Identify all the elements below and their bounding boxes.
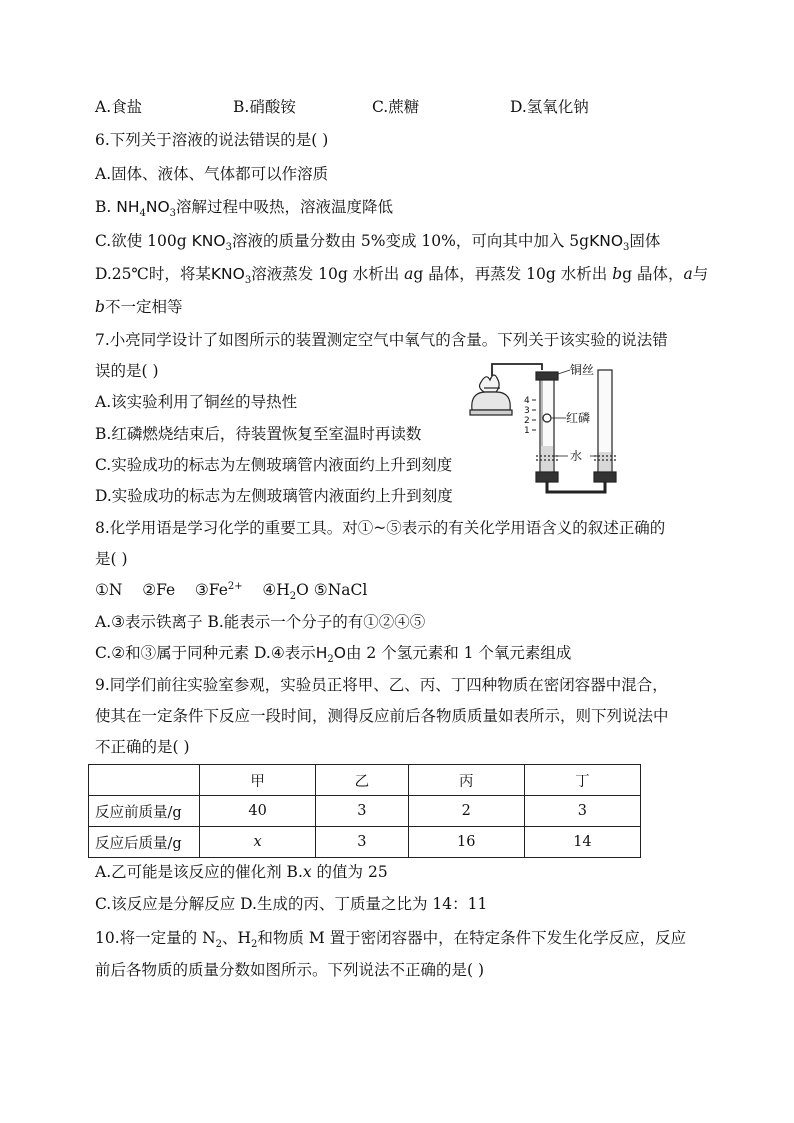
table-row — [89, 796, 641, 827]
table-header-cell: 丁 — [524, 765, 640, 796]
q7-option-c: C.实验成功的标志为左侧玻璃管内液面约上升到刻度 — [95, 456, 453, 474]
q9-stem-line3: 不正确的是( ) — [95, 738, 190, 756]
table-cell: 3 — [524, 796, 640, 827]
q8-items: ①N ②Fe $③Fe^{2+}$ $④H_2O$ ⑤NaCl — [95, 580, 368, 603]
table-header-cell: 甲 — [200, 765, 316, 796]
table-cell: 40 — [200, 796, 316, 827]
q8-options-ab: A.③表示铁离子 B.能表示一个分子的有①②④⑤ — [95, 613, 426, 631]
table-cell: 14 — [524, 827, 640, 858]
q8-stem-line2: 是( ) — [95, 550, 128, 568]
label-red-phosphorus: 红磷 — [566, 411, 591, 425]
table-cell: 反应前质量/g — [89, 796, 200, 827]
q6-option-c: C.欲使 100g $KNO_3$溶液的质量分数由 5%变成 10%，可向其中加入 5gKNO$_3$固体 — [95, 232, 661, 254]
label-copper-wire: 铜丝 — [570, 363, 595, 377]
left-glass-tube — [536, 372, 558, 482]
q10-stem-line1: 10.将一定量的 $N_2$、$H_2$和物质 M 置于密闭容器中，在特定条件下发生化学反应，反应 — [95, 929, 687, 951]
q6-stem: 6.下列关于溶液的说法错误的是( ) — [95, 131, 329, 149]
q7-stem-line1: 7.小亮同学设计了如图所示的装置测定空气中氧气的含量。下列关于该实验的说法错 — [95, 331, 668, 349]
scale-label-2: 2 — [524, 416, 530, 426]
scale-label-4: 4 — [524, 396, 530, 406]
q6-option-d: D.25℃时，将某$KNO_3$溶液蒸发 10g 水析出 ag 晶体，再蒸发 10g 水析出 bg 晶体，a与 — [95, 265, 709, 287]
q9-options-cd: C.该反应是分解反应 D.生成的丙、丁质量之比为 14：11 — [95, 895, 488, 913]
table-cell: 16 — [408, 827, 524, 858]
table-cell: x — [200, 827, 316, 858]
q9-stem-line2: 使其在一定条件下反应一段时间，测得反应前后各物质质量如表所示，则下列说法中 — [95, 707, 669, 725]
q6-option-d-cont: b不一定相等 — [95, 298, 183, 316]
table-header-row — [89, 765, 641, 796]
table-header-cell — [89, 765, 200, 796]
label-water: 水 — [570, 449, 583, 463]
q7-option-d: D.实验成功的标志为左侧玻璃管内液面约上升到刻度 — [95, 487, 453, 505]
scale-label-3: 3 — [524, 406, 530, 416]
table-cell: 3 — [316, 796, 409, 827]
table-header-cell: 丙 — [408, 765, 524, 796]
q8-stem-line1: 8.化学用语是学习化学的重要工具。对①~⑤表示的有关化学用语含义的叙述正确的 — [95, 519, 666, 537]
table-cell: 2 — [408, 796, 524, 827]
q10-stem-line2: 前后各物质的质量分数如图所示。下列说法不正确的是( ) — [95, 961, 485, 979]
q7-stem-line2: 误的是( ) — [95, 362, 159, 380]
table-cell: 3 — [316, 827, 409, 858]
q9-mass-table — [88, 764, 641, 858]
q7-option-b: B.红磷燃烧结束后，待装置恢复至室温时再读数 — [95, 425, 422, 443]
q5-option-d: D.氢氧化钠 — [510, 98, 589, 116]
table-row — [89, 827, 641, 858]
q6-option-a: A.固体、液体、气体都可以作溶质 — [95, 165, 329, 183]
q5-option-b: B.硝酸铵 — [233, 98, 296, 116]
right-glass-tube — [594, 370, 616, 482]
oxygen-apparatus-figure — [462, 360, 632, 500]
q5-option-c: C.蔗糖 — [372, 98, 420, 116]
q9-stem-line1: 9.同学们前往实验室参观，实验员正将甲、乙、丙、丁四种物质在密闭容器中混合， — [95, 676, 668, 694]
table-header-cell: 乙 — [316, 765, 409, 796]
q5-option-a: A.食盐 — [95, 98, 143, 116]
q9-options-ab: A.乙可能是该反应的催化剂 B.x 的值为 25 — [95, 863, 388, 881]
q7-option-a: A.该实验利用了铜丝的导热性 — [95, 393, 298, 411]
scale-label-1: 1 — [524, 426, 530, 436]
q6-option-b: B. $NH_4NO_3$溶解过程中吸热，溶液温度降低 — [95, 198, 394, 220]
table-cell: 反应后质量/g — [89, 827, 200, 858]
q8-options-cd: C.②和③属于同种元素 D.④表示$H_2O$由 2 个氢元素和 1 个氧元素组成 — [95, 644, 572, 666]
